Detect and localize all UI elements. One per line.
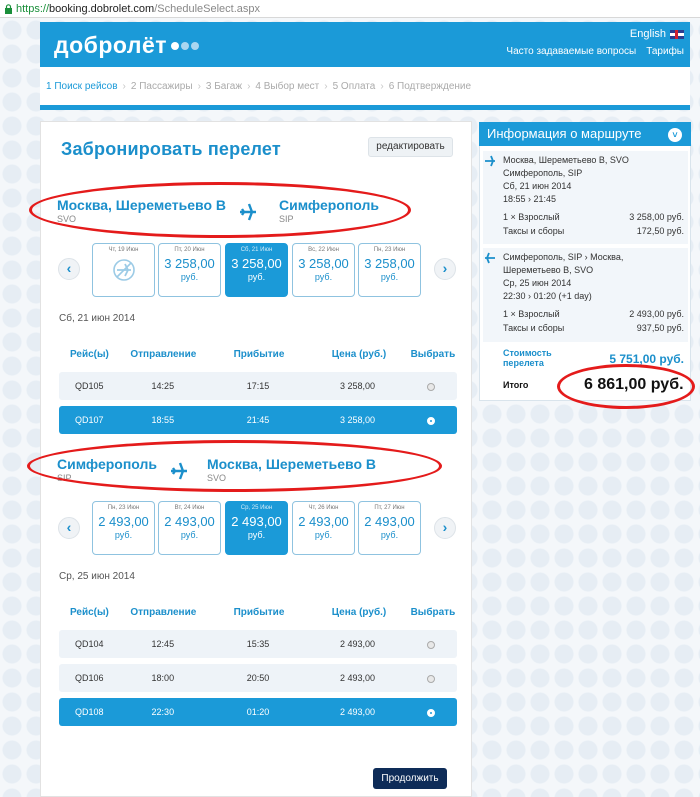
destination-code: SIP [279, 214, 294, 224]
date-option-label: Пт, 27 Июн [374, 505, 405, 511]
departure-time: 12:45 [151, 639, 175, 649]
date-option-currency: руб. [380, 530, 399, 540]
edit-button[interactable]: редактировать [368, 137, 453, 157]
flight-radio[interactable] [427, 383, 435, 391]
arrival-time: 21:45 [246, 415, 270, 425]
col-select: Выбрать [410, 607, 456, 618]
outbound-table-header [59, 349, 459, 365]
seg-date: Ср, 25 июн 2014 [503, 278, 572, 288]
tax-price: 937,50 руб. [636, 323, 684, 333]
step-confirmation: 6 Подтверждение [388, 80, 472, 92]
flight-cost-label-line: перелета [503, 358, 544, 368]
flight-row[interactable] [59, 630, 457, 658]
flight-radio[interactable] [427, 675, 435, 683]
seg-route-line: Москва, Шереметьево В, SVO [503, 155, 629, 165]
red-highlight-oval [557, 364, 695, 409]
red-highlight-oval [27, 440, 442, 492]
steps-underline [40, 105, 690, 110]
return-table-header [59, 607, 459, 623]
flight-number: QD107 [75, 415, 104, 425]
select-cell [405, 415, 457, 425]
col-flight: Рейс(ы) [69, 349, 109, 360]
seg-route-line: Симферополь, SIP › Москва, [503, 252, 624, 262]
date-option-price: 2 493,00 [298, 514, 349, 529]
step-separator-icon: › [380, 80, 384, 92]
pax-label: 1 × Взрослый [503, 212, 560, 222]
tax-label: Таксы и сборы [503, 323, 565, 333]
seg-date: Сб, 21 июн 2014 [503, 181, 572, 191]
seg-passenger-row [503, 309, 684, 319]
destination-city: Москва, Шереметьево В [207, 456, 377, 472]
seg-route-line: Симферополь, SIP [503, 168, 583, 178]
flight-cost-row [483, 348, 688, 368]
date-option-label: Пн, 23 Июн [107, 505, 140, 511]
date-option-currency: руб. [114, 530, 133, 540]
date-option-label: Вт, 24 Июн [174, 505, 205, 511]
flight-radio[interactable] [427, 641, 435, 649]
flight-price: 2 493,00 [339, 639, 376, 649]
date-option[interactable] [358, 243, 421, 297]
select-cell [405, 707, 457, 717]
faq-link[interactable]: Часто задаваемые вопросы [506, 46, 637, 57]
step-seats: 4 Выбор мест [255, 80, 320, 92]
site-logo[interactable] [54, 32, 199, 59]
booking-steps [40, 67, 690, 105]
date-option-currency: руб. [314, 530, 333, 540]
flight-cost-label [503, 348, 552, 368]
flight-cost-label-line: Стоимость [503, 348, 552, 358]
date-option[interactable] [358, 501, 421, 555]
date-option-price: 2 493,00 [364, 514, 415, 529]
arrival-time: 20:50 [246, 673, 270, 683]
no-flights-icon [113, 259, 135, 281]
language-switch[interactable] [630, 28, 684, 40]
flight-radio[interactable] [427, 417, 435, 425]
flight-number: QD108 [75, 707, 104, 717]
next-dates-arrow-icon[interactable]: › [434, 517, 456, 539]
select-cell [405, 381, 457, 391]
date-option-currency: руб. [180, 272, 199, 282]
date-option[interactable] [158, 243, 221, 297]
logo-dots-icon [169, 42, 199, 50]
lock-icon [4, 4, 13, 14]
flight-price: 3 258,00 [339, 415, 376, 425]
continue-button[interactable]: Продолжить [373, 768, 447, 789]
col-flight: Рейс(ы) [69, 607, 109, 618]
origin-code: SIP [57, 473, 72, 483]
next-dates-arrow-icon[interactable]: › [434, 258, 456, 280]
summary-segment-return [483, 248, 688, 342]
plane-icon [484, 155, 496, 167]
date-option-currency: руб. [247, 530, 266, 540]
date-option-price: 3 258,00 [164, 256, 215, 271]
flight-price: 2 493,00 [339, 707, 376, 717]
collapse-chevron-icon[interactable]: ˅ [668, 128, 682, 142]
total-label: Итого [503, 380, 529, 390]
date-option-price: 2 493,00 [98, 514, 149, 529]
url-path: /ScheduleSelect.aspx [154, 2, 261, 15]
departure-time: 18:00 [151, 673, 175, 683]
origin-city: Симферополь [57, 456, 158, 472]
select-cell [405, 639, 457, 649]
origin-code: SVO [57, 214, 77, 224]
seg-tax-row [503, 323, 684, 333]
total-value: 6 861,00 руб. [584, 376, 684, 393]
date-option-currency: руб. [180, 530, 199, 540]
col-arrival: Прибытие [233, 349, 285, 360]
flight-row[interactable] [59, 698, 457, 726]
origin-city: Москва, Шереметьево В [57, 197, 226, 213]
departure-time: 22:30 [151, 707, 175, 717]
col-price: Цена (руб.) [331, 607, 387, 618]
col-price: Цена (руб.) [331, 349, 387, 360]
step-separator-icon: › [324, 80, 328, 92]
departure-time: 14:25 [151, 381, 175, 391]
seg-tax-row [503, 226, 684, 236]
date-option-label: Сб, 21 Июн [240, 247, 273, 253]
date-option-price: 3 258,00 [364, 256, 415, 271]
flight-number: QD104 [75, 639, 104, 649]
date-option-label: Чт, 19 Июн [108, 247, 139, 253]
page-title: Забронировать перелет [61, 139, 281, 159]
red-highlight-oval [29, 182, 411, 238]
arrival-time: 01:20 [246, 707, 270, 717]
step-separator-icon: › [247, 80, 251, 92]
step-passengers: 2 Пассажиры [130, 80, 193, 92]
flight-row[interactable] [59, 406, 457, 434]
select-cell [405, 673, 457, 683]
seg-route-line: Шереметьево В, SVO [503, 265, 594, 275]
date-option-price: 3 258,00 [298, 256, 349, 271]
date-option-price: 3 258,00 [231, 256, 282, 271]
seg-times: 18:55 › 21:45 [503, 194, 557, 204]
url-host: booking.dobrolet.com [49, 2, 155, 15]
date-option[interactable] [292, 243, 355, 297]
date-option-label: Пн, 23 Июн [373, 247, 406, 253]
date-option-label: Пт, 20 Июн [174, 247, 205, 253]
destination-code: SVO [207, 473, 227, 483]
date-option-price: 2 493,00 [164, 514, 215, 529]
col-arrival: Прибытие [233, 607, 285, 618]
step-baggage: 3 Багаж [205, 80, 243, 92]
seg-times: 22:30 › 01:20 (+1 day) [503, 291, 592, 301]
arrival-time: 15:35 [246, 639, 270, 649]
summary-title: Информация о маршруте [479, 122, 691, 146]
col-departure: Отправление [130, 607, 197, 618]
prev-dates-arrow-icon[interactable]: ‹ [58, 258, 80, 280]
step-separator-icon: › [197, 80, 201, 92]
col-departure: Отправление [130, 349, 197, 360]
flight-cost-value: 5 751,00 руб. [609, 352, 684, 366]
step-search[interactable]: 1 Поиск рейсов [46, 80, 118, 92]
tax-label: Таксы и сборы [503, 226, 565, 236]
outbound-selected-date: Сб, 21 июн 2014 [59, 313, 136, 324]
url-scheme: https:// [16, 2, 50, 15]
summary-segment-outbound [483, 151, 688, 244]
flight-price: 3 258,00 [339, 381, 376, 391]
departure-time: 18:55 [151, 415, 175, 425]
date-option[interactable] [225, 501, 288, 555]
date-option[interactable] [292, 501, 355, 555]
return-selected-date: Ср, 25 июн 2014 [59, 571, 135, 582]
plane-icon [484, 252, 496, 264]
date-option[interactable] [92, 501, 155, 555]
date-option-label: Чт, 26 Июн [308, 505, 339, 511]
date-option[interactable] [225, 243, 288, 297]
date-option-currency: руб. [314, 272, 333, 282]
date-option-label: Ср, 25 Июн [240, 505, 273, 511]
site-header [40, 22, 690, 67]
prev-dates-arrow-icon[interactable]: ‹ [58, 517, 80, 539]
flight-row[interactable] [59, 372, 457, 400]
date-option[interactable] [158, 501, 221, 555]
header-links [506, 46, 684, 57]
date-option[interactable] [92, 243, 155, 297]
pax-label: 1 × Взрослый [503, 309, 560, 319]
date-option-currency: руб. [380, 272, 399, 282]
flight-radio[interactable] [427, 709, 435, 717]
seg-passenger-row [503, 212, 684, 222]
step-separator-icon: › [122, 80, 126, 92]
date-option-price: 2 493,00 [231, 514, 282, 529]
flight-number: QD105 [75, 381, 104, 391]
arrival-time: 17:15 [246, 381, 270, 391]
pax-price: 2 493,00 руб. [629, 309, 684, 319]
pax-price: 3 258,00 руб. [629, 212, 684, 222]
language-label: English [629, 28, 666, 40]
col-select: Выбрать [410, 349, 456, 360]
flight-number: QD106 [75, 673, 104, 683]
logo-text: добролёт [54, 32, 168, 58]
destination-city: Симферополь [279, 197, 380, 213]
flight-price: 2 493,00 [339, 673, 376, 683]
date-option-label: Вс, 22 Июн [308, 247, 339, 253]
date-option-currency: руб. [247, 272, 266, 282]
uk-flag-icon [670, 30, 684, 39]
address-bar[interactable] [0, 0, 700, 18]
flight-row[interactable] [59, 664, 457, 692]
tax-price: 172,50 руб. [636, 226, 684, 236]
step-payment: 5 Оплата [332, 80, 376, 92]
tariffs-link[interactable]: Тарифы [646, 46, 684, 57]
